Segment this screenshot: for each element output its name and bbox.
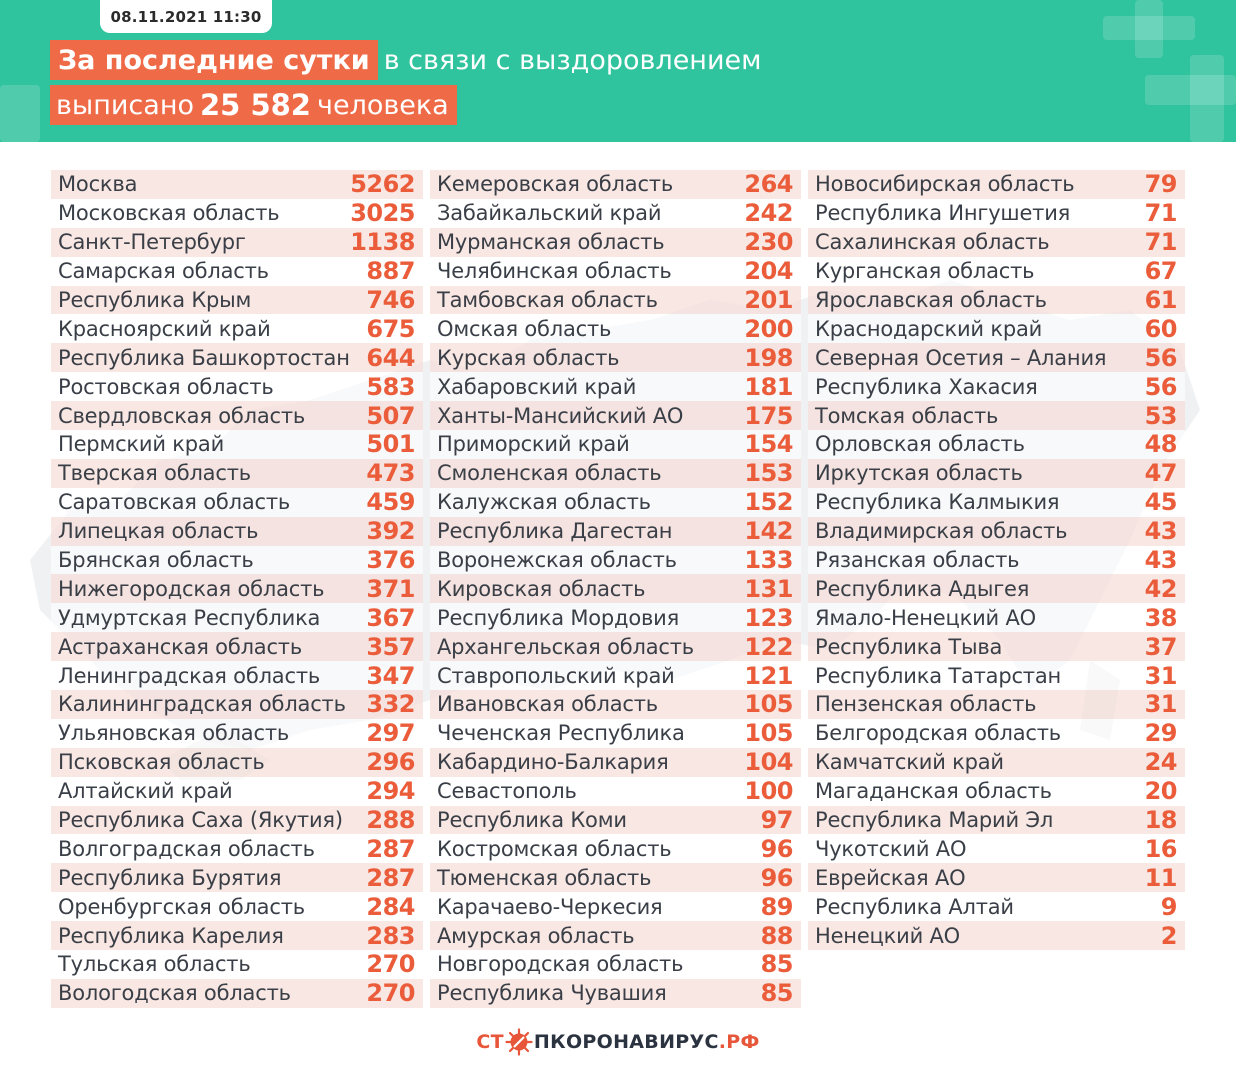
region-name: Омская область bbox=[437, 316, 612, 341]
region-name: Еврейская АО bbox=[815, 865, 966, 890]
recovered-count: 56 bbox=[1144, 343, 1177, 372]
table-row bbox=[430, 199, 801, 228]
table-row bbox=[808, 343, 1185, 372]
table-row bbox=[808, 257, 1185, 286]
recovered-count: 746 bbox=[366, 286, 415, 314]
header-banner bbox=[0, 0, 1236, 142]
region-name: Москва bbox=[58, 172, 138, 197]
table-row bbox=[808, 632, 1185, 661]
region-name: Севастополь bbox=[437, 779, 577, 804]
table-row bbox=[430, 748, 801, 777]
headline-total-number: 25 582 bbox=[200, 88, 311, 122]
recovered-count: 473 bbox=[366, 459, 415, 488]
region-name: Республика Марий Эл bbox=[815, 808, 1054, 833]
table-row bbox=[808, 170, 1185, 199]
region-name: Калининградская область bbox=[58, 692, 346, 717]
recovered-count: 230 bbox=[744, 228, 793, 257]
region-name: Новгородская область bbox=[437, 952, 684, 977]
recovered-count: 287 bbox=[366, 834, 415, 863]
table-row bbox=[430, 661, 801, 690]
recovered-count: 43 bbox=[1144, 546, 1177, 575]
region-name: Республика Бурятия bbox=[58, 865, 282, 890]
region-name: Северная Осетия – Алания bbox=[815, 345, 1107, 370]
table-row bbox=[430, 286, 801, 315]
recovered-count: 198 bbox=[744, 343, 793, 372]
region-name: Ставропольский край bbox=[437, 663, 675, 688]
recovered-count: 2 bbox=[1160, 921, 1177, 950]
region-name: Ненецкий АО bbox=[815, 923, 961, 948]
table-row bbox=[51, 401, 423, 430]
table-row bbox=[430, 546, 801, 575]
table-row bbox=[808, 488, 1185, 517]
recovered-count: 201 bbox=[744, 286, 793, 314]
region-name: Алтайский край bbox=[58, 779, 233, 804]
region-name: Ивановская область bbox=[437, 692, 658, 717]
region-name: Республика Татарстан bbox=[815, 663, 1062, 688]
table-row bbox=[430, 372, 801, 401]
headline-line-1 bbox=[50, 40, 762, 80]
logo-part-2: ПКОРОНАВИРУС bbox=[533, 1031, 719, 1053]
recovered-count: 96 bbox=[760, 863, 793, 892]
recovered-count: 60 bbox=[1144, 314, 1177, 343]
table-row bbox=[430, 488, 801, 517]
date-badge: 08.11.2021 11:30 bbox=[100, 0, 272, 33]
table-row bbox=[51, 777, 423, 806]
table-row bbox=[51, 690, 423, 719]
region-name: Санкт-Петербург bbox=[58, 230, 246, 255]
table-row bbox=[430, 863, 801, 892]
table-row bbox=[430, 170, 801, 199]
table-row bbox=[51, 661, 423, 690]
region-name: Курганская область bbox=[815, 259, 1035, 284]
recovered-count: 38 bbox=[1144, 603, 1177, 632]
region-name: Вологодская область bbox=[58, 981, 291, 1006]
table-row bbox=[808, 661, 1185, 690]
recovered-count: 270 bbox=[366, 950, 415, 979]
region-name: Республика Дагестан bbox=[437, 519, 673, 544]
table-row bbox=[430, 806, 801, 835]
region-name: Республика Карелия bbox=[58, 923, 284, 948]
table-row bbox=[51, 314, 423, 343]
table-row bbox=[808, 603, 1185, 632]
table-row bbox=[808, 806, 1185, 835]
table-row bbox=[808, 777, 1185, 806]
region-name: Ленинградская область bbox=[58, 663, 321, 688]
table-row bbox=[430, 834, 801, 863]
table-row bbox=[808, 372, 1185, 401]
table-row bbox=[808, 690, 1185, 719]
recovered-count: 18 bbox=[1144, 806, 1177, 835]
recovered-count: 104 bbox=[744, 748, 793, 777]
region-name: Оренбургская область bbox=[58, 894, 305, 919]
stopkoronavirus-logo bbox=[0, 1028, 1236, 1056]
recovered-count: 123 bbox=[744, 603, 793, 632]
region-name: Чукотский АО bbox=[815, 836, 967, 861]
recovered-count: 3025 bbox=[350, 199, 415, 228]
decorative-cross bbox=[1145, 75, 1236, 105]
recovered-count: 152 bbox=[744, 488, 793, 517]
recovered-count: 121 bbox=[744, 661, 793, 690]
recovered-count: 43 bbox=[1144, 517, 1177, 546]
recovered-count: 181 bbox=[744, 372, 793, 401]
table-row bbox=[51, 199, 423, 228]
table-row bbox=[51, 228, 423, 257]
recovered-count: 31 bbox=[1144, 690, 1177, 719]
table-row bbox=[808, 892, 1185, 921]
table-row bbox=[51, 170, 423, 199]
recovered-count: 367 bbox=[366, 603, 415, 632]
recovered-count: 583 bbox=[366, 372, 415, 401]
region-name: Иркутская область bbox=[815, 461, 1023, 486]
table-row bbox=[51, 979, 423, 1008]
region-name: Кемеровская область bbox=[437, 172, 673, 197]
region-name: Сахалинская область bbox=[815, 230, 1050, 255]
recovered-count: 675 bbox=[366, 314, 415, 343]
region-name: Республика Башкортостан bbox=[58, 345, 350, 370]
region-name: Тюменская область bbox=[437, 865, 652, 890]
region-name: Забайкальский край bbox=[437, 201, 662, 226]
table-row bbox=[808, 834, 1185, 863]
recovered-count: 175 bbox=[744, 401, 793, 430]
region-name: Республика Саха (Якутия) bbox=[58, 808, 343, 833]
headline-rest: в связи с выздоровлением bbox=[383, 44, 762, 76]
region-name: Республика Тыва bbox=[815, 634, 1003, 659]
region-name: Орловская область bbox=[815, 432, 1025, 457]
table-row bbox=[51, 430, 423, 459]
recovered-count: 45 bbox=[1144, 488, 1177, 517]
region-name: Ярославская область bbox=[815, 288, 1047, 312]
recovered-count: 332 bbox=[366, 690, 415, 719]
region-name: Московская область bbox=[58, 201, 280, 226]
region-name: Брянская область bbox=[58, 548, 254, 573]
region-name: Камчатский край bbox=[815, 750, 1004, 775]
recovered-count: 105 bbox=[744, 690, 793, 719]
table-row bbox=[430, 459, 801, 488]
recovered-count: 71 bbox=[1144, 199, 1177, 228]
region-name: Ямало-Ненецкий АО bbox=[815, 605, 1036, 630]
table-row bbox=[430, 921, 801, 950]
table-column-2 bbox=[430, 170, 801, 1008]
recovered-count: 284 bbox=[366, 892, 415, 921]
region-name: Республика Коми bbox=[437, 808, 627, 833]
recovered-count: 48 bbox=[1144, 430, 1177, 459]
region-name: Свердловская область bbox=[58, 403, 306, 428]
region-name: Красноярский край bbox=[58, 316, 271, 341]
recovered-count: 204 bbox=[744, 257, 793, 286]
headline-total-box bbox=[50, 85, 457, 125]
table-row bbox=[430, 950, 801, 979]
table-row bbox=[808, 314, 1185, 343]
table-row bbox=[430, 603, 801, 632]
region-name: Тамбовская область bbox=[437, 288, 658, 312]
recovered-count: 294 bbox=[366, 777, 415, 806]
recovered-count: 71 bbox=[1144, 228, 1177, 257]
region-name: Томская область bbox=[815, 403, 999, 428]
region-name: Ростовская область bbox=[58, 374, 274, 399]
recovered-count: 357 bbox=[366, 632, 415, 661]
table-row bbox=[51, 257, 423, 286]
table-row bbox=[808, 574, 1185, 603]
table-row bbox=[51, 343, 423, 372]
recovered-count: 153 bbox=[744, 459, 793, 488]
recovered-count: 79 bbox=[1144, 170, 1177, 199]
recovered-count: 42 bbox=[1144, 574, 1177, 603]
table-row bbox=[51, 806, 423, 835]
table-row bbox=[430, 314, 801, 343]
recovered-count: 96 bbox=[760, 834, 793, 863]
table-row bbox=[51, 950, 423, 979]
region-name: Саратовская область bbox=[58, 490, 291, 515]
region-name: Костромская область bbox=[437, 836, 672, 861]
recovered-count: 1138 bbox=[350, 228, 415, 257]
table-row bbox=[430, 343, 801, 372]
table-row bbox=[430, 257, 801, 286]
region-name: Удмуртская Республика bbox=[58, 605, 321, 630]
region-name: Самарская область bbox=[58, 259, 269, 284]
recovered-count: 133 bbox=[744, 546, 793, 575]
recovered-count: 507 bbox=[366, 401, 415, 430]
logo-part-3: .РФ bbox=[718, 1031, 760, 1053]
recovered-count: 392 bbox=[366, 517, 415, 546]
recovered-count: 122 bbox=[744, 632, 793, 661]
table-row bbox=[808, 546, 1185, 575]
region-name: Чеченская Республика bbox=[437, 721, 685, 746]
table-row bbox=[51, 892, 423, 921]
region-name: Рязанская область bbox=[815, 548, 1020, 573]
table-row bbox=[51, 863, 423, 892]
recovered-count: 5262 bbox=[350, 170, 415, 199]
region-name: Карачаево-Черкесия bbox=[437, 894, 663, 919]
region-name: Тульская область bbox=[58, 952, 251, 977]
region-name: Воронежская область bbox=[437, 548, 677, 573]
region-name: Астраханская область bbox=[58, 634, 303, 659]
recovered-count: 47 bbox=[1144, 459, 1177, 488]
recovered-count: 29 bbox=[1144, 719, 1177, 748]
recovered-count: 242 bbox=[744, 199, 793, 228]
table-row bbox=[808, 921, 1185, 950]
region-name: Краснодарский край bbox=[815, 316, 1043, 341]
recovered-count: 97 bbox=[760, 806, 793, 835]
table-row bbox=[430, 574, 801, 603]
table-row bbox=[808, 459, 1185, 488]
table-row bbox=[51, 459, 423, 488]
table-row bbox=[51, 286, 423, 315]
recovered-count: 24 bbox=[1144, 748, 1177, 777]
region-name: Мурманская область bbox=[437, 230, 665, 255]
table-row bbox=[430, 517, 801, 546]
table-row bbox=[430, 632, 801, 661]
recovered-count: 85 bbox=[760, 979, 793, 1008]
table-row bbox=[808, 199, 1185, 228]
table-row bbox=[808, 430, 1185, 459]
table-column-1 bbox=[51, 170, 423, 1008]
table-row bbox=[808, 748, 1185, 777]
table-row bbox=[430, 892, 801, 921]
recovered-count: 283 bbox=[366, 921, 415, 950]
region-name: Кировская область bbox=[437, 576, 646, 601]
region-name: Псковская область bbox=[58, 750, 265, 775]
recovered-count: 11 bbox=[1144, 863, 1177, 892]
recovered-count: 16 bbox=[1144, 834, 1177, 863]
recovered-count: 56 bbox=[1144, 372, 1177, 401]
recovered-count: 20 bbox=[1144, 777, 1177, 806]
decorative-cross bbox=[0, 85, 40, 142]
table-row bbox=[430, 777, 801, 806]
recovered-count: 287 bbox=[366, 863, 415, 892]
recovered-count: 142 bbox=[744, 517, 793, 546]
table-row bbox=[51, 719, 423, 748]
headline-prefix: выписано bbox=[56, 89, 194, 121]
region-name: Ханты-Мансийский АО bbox=[437, 403, 684, 428]
region-name: Республика Хакасия bbox=[815, 374, 1038, 399]
region-name: Амурская область bbox=[437, 923, 635, 948]
table-row bbox=[430, 690, 801, 719]
recovered-count: 270 bbox=[366, 979, 415, 1008]
table-row bbox=[430, 430, 801, 459]
recovered-count: 288 bbox=[366, 806, 415, 835]
table-row bbox=[808, 517, 1185, 546]
table-row bbox=[51, 517, 423, 546]
table-row bbox=[51, 603, 423, 632]
headline-suffix: человека bbox=[317, 89, 449, 121]
region-name: Челябинская область bbox=[437, 259, 672, 284]
region-name: Приморский край bbox=[437, 432, 630, 457]
recovered-count: 297 bbox=[366, 719, 415, 748]
recovered-count: 85 bbox=[760, 950, 793, 979]
region-name: Смоленская область bbox=[437, 461, 662, 486]
region-name: Хабаровский край bbox=[437, 374, 637, 399]
region-name: Курская область bbox=[437, 345, 620, 370]
region-name: Пермский край bbox=[58, 432, 225, 457]
recovered-count: 264 bbox=[744, 170, 793, 199]
recovered-count: 644 bbox=[366, 343, 415, 372]
recovered-count: 67 bbox=[1144, 257, 1177, 286]
table-row bbox=[430, 979, 801, 1008]
recovered-count: 53 bbox=[1144, 401, 1177, 430]
recovered-count: 131 bbox=[744, 574, 793, 603]
table-row bbox=[808, 863, 1185, 892]
region-name: Архангельская область bbox=[437, 634, 694, 659]
region-name: Нижегородская область bbox=[58, 576, 325, 601]
region-name: Республика Алтай bbox=[815, 894, 1014, 919]
recovered-count: 61 bbox=[1144, 286, 1177, 314]
headline-line-2 bbox=[50, 85, 457, 125]
region-name: Республика Мордовия bbox=[437, 605, 680, 630]
table-row bbox=[808, 401, 1185, 430]
headline-highlight: За последние сутки bbox=[50, 40, 378, 80]
table-row bbox=[51, 921, 423, 950]
region-name: Республика Ингушетия bbox=[815, 201, 1071, 226]
decorative-cross bbox=[1103, 16, 1195, 40]
recovered-count: 296 bbox=[366, 748, 415, 777]
recovered-count: 105 bbox=[744, 719, 793, 748]
recovered-count: 347 bbox=[366, 661, 415, 690]
region-name: Кабардино-Балкария bbox=[437, 750, 669, 775]
recovered-count: 459 bbox=[366, 488, 415, 517]
region-name: Республика Калмыкия bbox=[815, 490, 1060, 515]
region-name: Белгородская область bbox=[815, 721, 1061, 746]
region-name: Республика Крым bbox=[58, 288, 252, 312]
table-row bbox=[51, 632, 423, 661]
table-row bbox=[51, 834, 423, 863]
region-name: Пензенская область bbox=[815, 692, 1037, 717]
recovered-count: 100 bbox=[744, 777, 793, 806]
region-name: Республика Чувашия bbox=[437, 981, 667, 1006]
recovered-count: 371 bbox=[366, 574, 415, 603]
table-row bbox=[430, 401, 801, 430]
recovered-count: 89 bbox=[760, 892, 793, 921]
region-name: Магаданская область bbox=[815, 779, 1052, 804]
recovered-count: 154 bbox=[744, 430, 793, 459]
recovered-count: 200 bbox=[744, 314, 793, 343]
table-row bbox=[51, 546, 423, 575]
table-row bbox=[51, 748, 423, 777]
region-name: Волгоградская область bbox=[58, 836, 315, 861]
virus-icon bbox=[505, 1028, 533, 1056]
table-row bbox=[430, 228, 801, 257]
table-row bbox=[51, 488, 423, 517]
table-row bbox=[51, 574, 423, 603]
table-column-3 bbox=[808, 170, 1185, 950]
table-row bbox=[808, 286, 1185, 315]
recovered-count: 501 bbox=[366, 430, 415, 459]
table-row bbox=[430, 719, 801, 748]
region-name: Липецкая область bbox=[58, 519, 259, 544]
recovered-count: 37 bbox=[1144, 632, 1177, 661]
recovered-count: 376 bbox=[366, 546, 415, 575]
recovered-count: 9 bbox=[1160, 892, 1177, 921]
region-name: Ульяновская область bbox=[58, 721, 290, 746]
region-name: Тверская область bbox=[58, 461, 251, 486]
region-name: Владимирская область bbox=[815, 519, 1068, 544]
region-name: Республика Адыгея bbox=[815, 576, 1030, 601]
table-row bbox=[51, 372, 423, 401]
logo-part-1: СТ bbox=[476, 1031, 504, 1053]
region-name: Калужская область bbox=[437, 490, 651, 515]
region-name: Новосибирская область bbox=[815, 172, 1075, 197]
table-row bbox=[808, 228, 1185, 257]
recovered-count: 88 bbox=[760, 921, 793, 950]
recovered-count: 887 bbox=[366, 257, 415, 286]
recovered-count: 31 bbox=[1144, 661, 1177, 690]
table-row bbox=[808, 719, 1185, 748]
